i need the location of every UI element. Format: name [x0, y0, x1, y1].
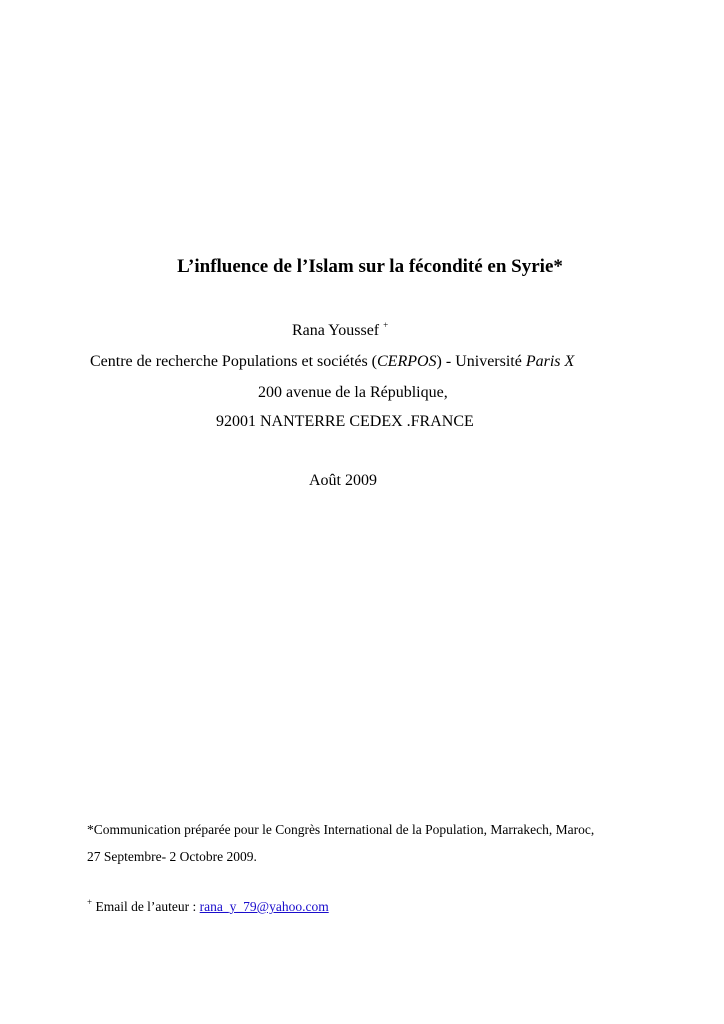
address-street: 200 avenue de la République,	[258, 384, 448, 401]
email-label: Email de l’auteur :	[92, 899, 200, 914]
author-line	[292, 322, 388, 340]
email-footnote-marker: +	[87, 897, 93, 907]
affiliation-line	[90, 353, 574, 371]
author-name: Rana Youssef	[292, 322, 380, 339]
email-link[interactable]: rana_y_79@yahoo.com	[199, 899, 329, 914]
footnote-email	[87, 899, 329, 915]
affiliation-university: Paris X	[525, 353, 575, 370]
affiliation-prefix: Centre de recherche Populations et sociétés (	[90, 353, 377, 370]
footnote-communication-line2: 27 Septembre- 2 Octobre 2009.	[87, 849, 257, 864]
paper-title: L’influence de l’Islam sur la fécondité en Syrie*	[177, 256, 563, 277]
affiliation-acronym: CERPOS	[377, 353, 437, 370]
author-footnote-marker: +	[383, 320, 389, 330]
publication-date: Août 2009	[309, 472, 377, 489]
address-city: 92001 NANTERRE CEDEX .FRANCE	[216, 413, 474, 430]
affiliation-middle: ) - Université	[436, 353, 526, 370]
footnote-communication-line1: *Communication préparée pour le Congrès International de la Population, Marrakech, Maroc,	[87, 822, 595, 837]
